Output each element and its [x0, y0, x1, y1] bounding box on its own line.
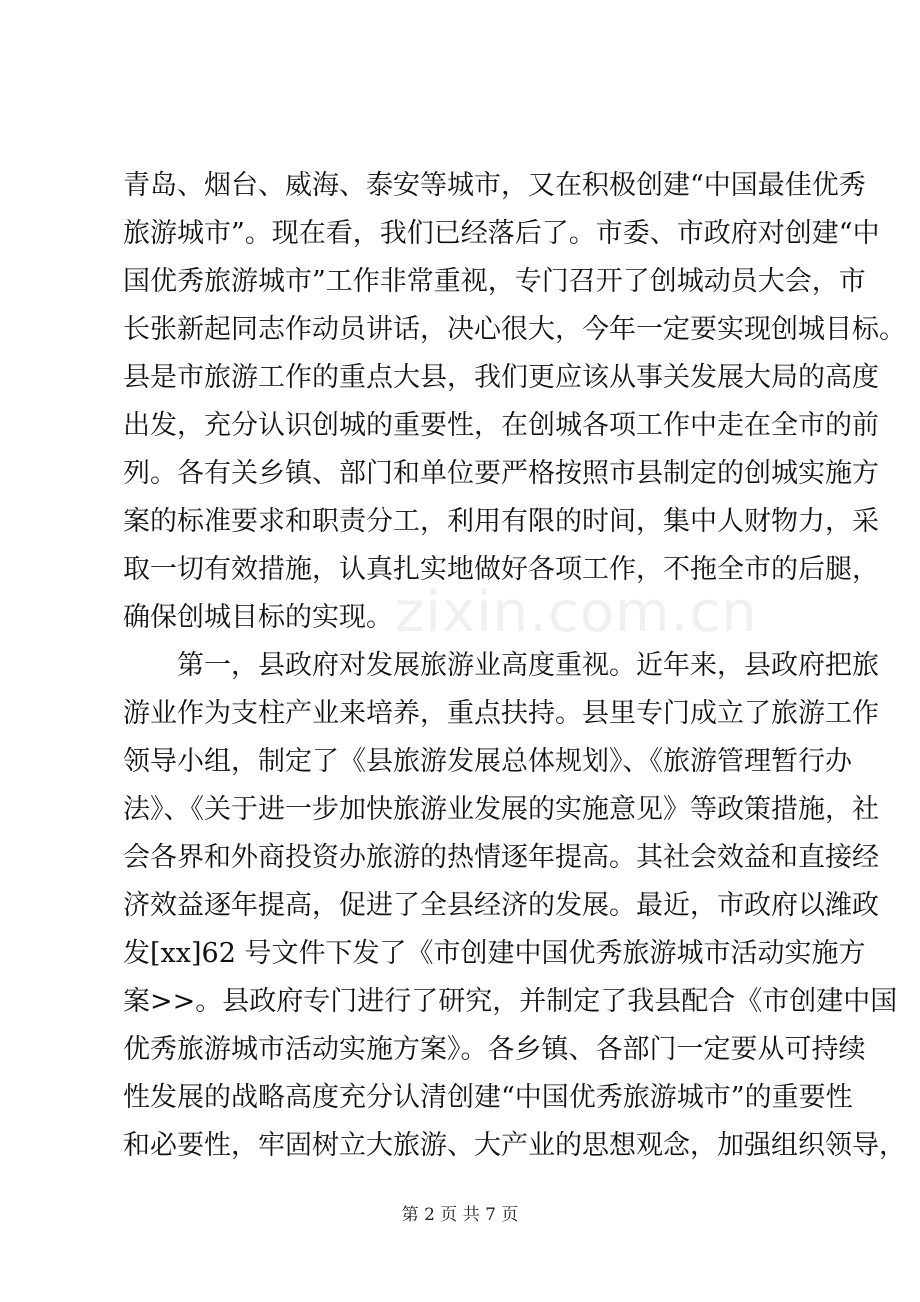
text-line: 济效益逐年提高，促进了全县经济的发展。最近，市政府以潍政 — [123, 890, 879, 921]
text-line: 青岛、烟台、威海、泰安等城市，又在积极创建“中国最佳优秀 — [123, 170, 866, 201]
text-line: 长张新起同志作动员讲话，决心很大，今年一定要实现创城目标。 — [123, 314, 906, 345]
text-line: 第一，县政府对发展旅游业高度重视。近年来，县政府把旅 — [123, 650, 879, 681]
text-line: 案的标准要求和职责分工，利用有限的时间，集中人财物力，采 — [123, 506, 879, 537]
text-line: 出发，充分认识创城的重要性，在创城各项工作中走在全市的前 — [123, 410, 879, 441]
page-footer: 第 2 页 共 7 页 — [401, 1205, 519, 1225]
text-line: 性发展的战略高度充分认清创建“中国优秀旅游城市”的重要性 — [123, 1082, 853, 1113]
text-line: 列。各有关乡镇、部门和单位要严格按照市县制定的创城实施方 — [123, 458, 879, 489]
text-line: 领导小组，制定了《县旅游发展总体规划》、《旅游管理暂行办 — [123, 746, 852, 777]
text-line: 国优秀旅游城市”工作非常重视，专门召开了创城动员大会，市 — [123, 266, 866, 297]
text-line: 县是市旅游工作的重点大县，我们更应该从事关发展大局的高度 — [123, 362, 879, 393]
text-line: 取一切有效措施，认真扎实地做好各项工作，不拖全市的后腿， — [123, 554, 879, 585]
text-line: 案>>。县政府专门进行了研究，并制定了我县配合《市创建中国 — [123, 986, 898, 1017]
text-line: 和必要性，牢固树立大旅游、大产业的思想观念，加强组织领导， — [123, 1130, 906, 1161]
text-line: 旅游城市”。现在看，我们已经落后了。市委、市政府对创建“中 — [123, 218, 880, 249]
text-line: 法》、《关于进一步加快旅游业发展的实施意见》等政策措施，社 — [123, 794, 879, 825]
watermark: zixin.com.cn — [395, 580, 758, 645]
text-line: 游业作为支柱产业来培养，重点扶持。县里专门成立了旅游工作 — [123, 698, 879, 729]
text-line: 发[xx]62 号文件下发了《市创建中国优秀旅游城市活动实施方 — [123, 938, 866, 969]
text-line: 会各界和外商投资办旅游的热情逐年提高。其社会效益和直接经 — [123, 842, 879, 873]
text-line: 优秀旅游城市活动实施方案》。各乡镇、各部门一定要从可持续 — [123, 1034, 866, 1065]
text-line: 确保创城目标的实现。 — [123, 602, 393, 633]
